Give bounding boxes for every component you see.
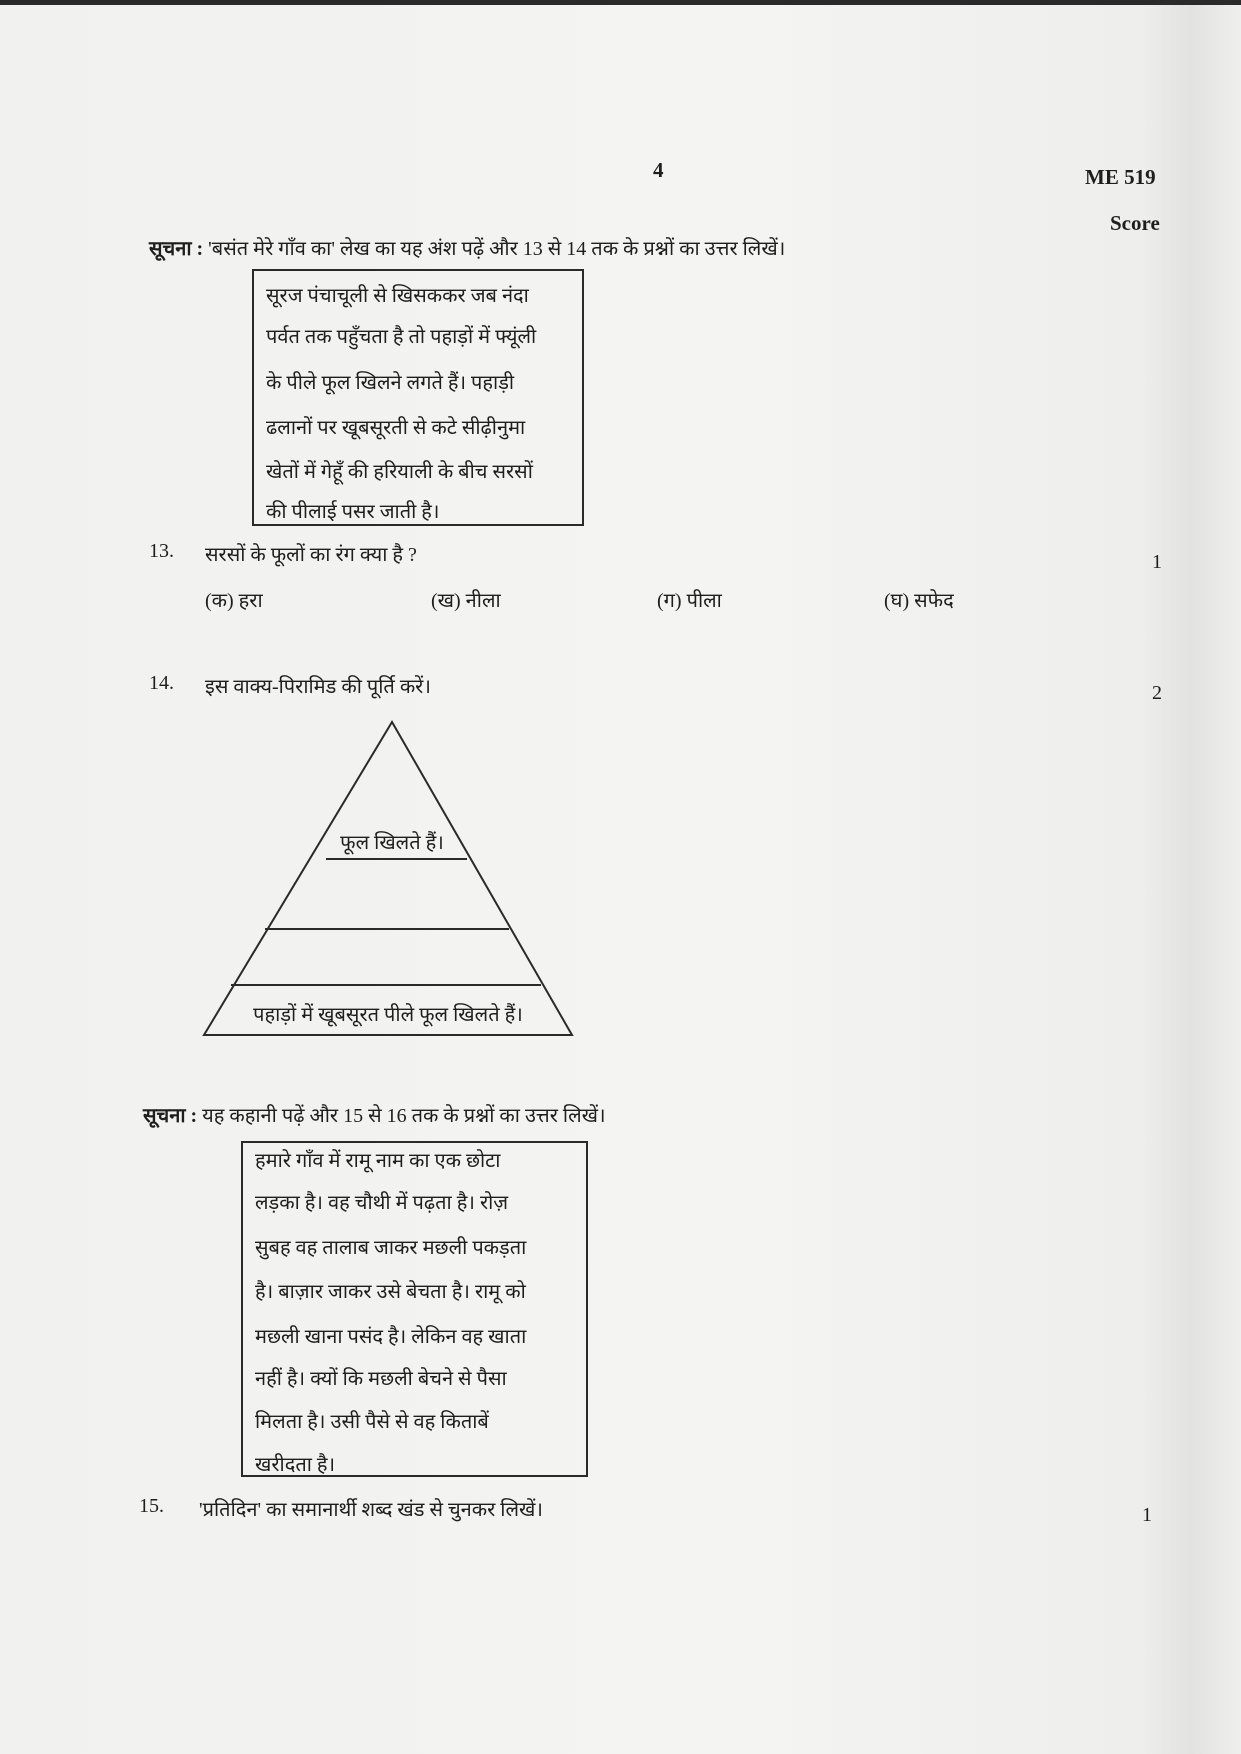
- passage-2-box: [241, 1141, 588, 1477]
- score-label: Score: [1110, 211, 1160, 235]
- passage-line: सुबह वह तालाब जाकर मछली पकड़ता: [255, 1237, 527, 1259]
- notice-label: सूचना :: [149, 238, 204, 260]
- q13-option-b: (ख) नीला: [431, 590, 501, 612]
- paper-code: ME 519: [1085, 165, 1156, 189]
- q14-text: इस वाक्य-पिरामिड की पूर्ति करें।: [205, 676, 431, 698]
- passage-line: मिलता है। उसी पैसे से वह किताबें: [255, 1411, 489, 1433]
- pyramid-bottom-text: पहाड़ों में खूबसूरत पीले फूल खिलते हैं।: [253, 1004, 523, 1026]
- notice-text: यह कहानी पढ़ें और 15 से 16 तक के प्रश्नों का उत्तर लिखें।: [202, 1105, 606, 1127]
- passage-line: खरीदता है।: [255, 1454, 336, 1476]
- passage-line: के पीले फूल खिलने लगते हैं। पहाड़ी: [266, 372, 515, 394]
- q14-number: 14.: [149, 672, 174, 694]
- passage-line: की पीलाई पसर जाती है।: [266, 501, 440, 523]
- q14-score: 2: [1152, 682, 1162, 704]
- q13-text: सरसों के फूलों का रंग क्या है ?: [205, 544, 417, 566]
- pyramid-outline: [204, 722, 572, 1035]
- pyramid-top-text: फूल खिलते हैं।: [340, 832, 444, 854]
- passage-line: नहीं है। क्यों कि मछली बेचने से पैसा: [255, 1368, 507, 1390]
- notice-label: सूचना :: [143, 1105, 198, 1127]
- passage-line: पर्वत तक पहुँचता है तो पहाड़ों में फ्यूंली: [266, 326, 537, 348]
- q13-option-c: (ग) पीला: [657, 590, 722, 612]
- q13-number: 13.: [149, 540, 174, 562]
- q15-score: 1: [1142, 1504, 1152, 1526]
- q13-option-d: (घ) सफेद: [884, 590, 954, 612]
- passage-line: मछली खाना पसंद है। लेकिन वह खाता: [255, 1326, 527, 1348]
- q13-score: 1: [1152, 551, 1162, 573]
- q13-option-a: (क) हरा: [205, 590, 263, 612]
- notice-2: [143, 1101, 606, 1128]
- passage-line: है। बाज़ार जाकर उसे बेचता है। रामू को: [255, 1281, 526, 1303]
- passage-line: सूरज पंचाचूली से खिसककर जब नंदा: [266, 285, 529, 307]
- notice-text: 'बसंत मेरे गाँव का' लेख का यह अंश पढ़ें और 13 से 14 तक के प्रश्नों का उत्तर लिखें।: [208, 238, 786, 260]
- q15-number: 15.: [139, 1495, 164, 1517]
- passage-line: लड़का है। वह चौथी में पढ़ता है। रोज़: [255, 1192, 509, 1214]
- q15-text: 'प्रतिदिन' का समानार्थी शब्द खंड से चुनकर लिखें।: [199, 1499, 543, 1521]
- passage-line: खेतों में गेहूँ की हरियाली के बीच सरसों: [266, 461, 533, 483]
- passage-line: हमारे गाँव में रामू नाम का एक छोटा: [255, 1150, 501, 1172]
- passage-line: ढलानों पर खूबसूरती से कटे सीढ़ीनुमा: [266, 417, 526, 439]
- page-number: 4: [653, 158, 664, 182]
